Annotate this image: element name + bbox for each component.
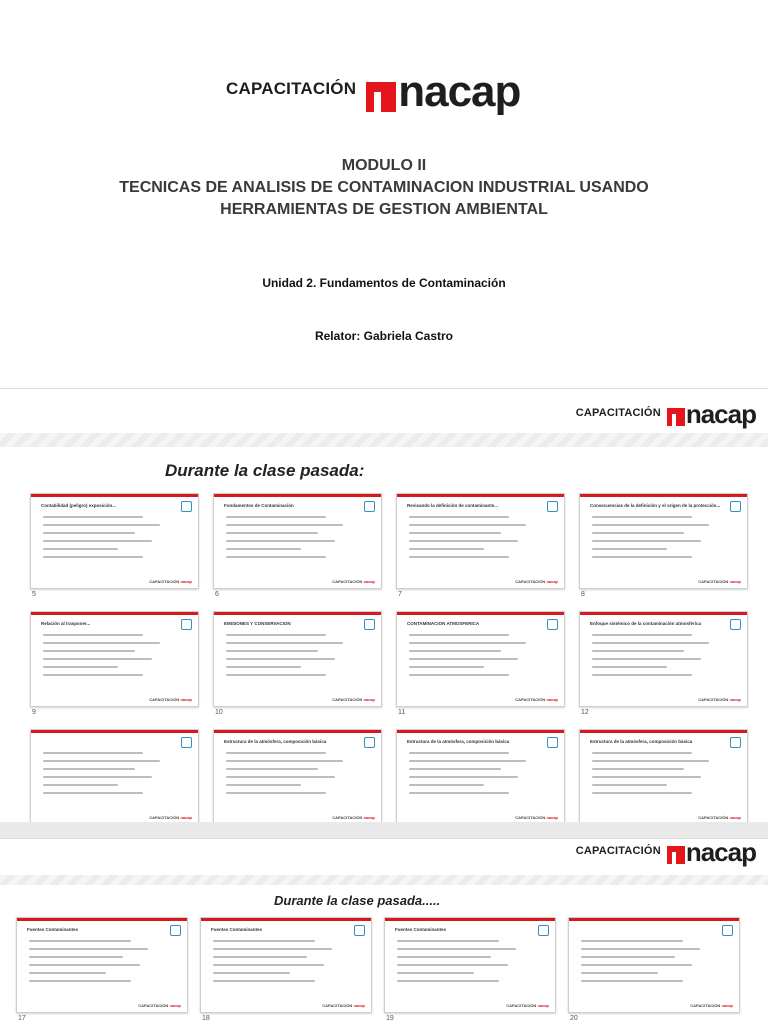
thumbnail-badge-icon — [722, 925, 733, 936]
slide-thumbnail[interactable] — [384, 917, 556, 1022]
thumbnail-text-line — [581, 948, 700, 950]
thumbnail-top-bar — [214, 730, 381, 733]
thumbnail-frame — [213, 729, 382, 825]
thumbnail-badge-icon — [354, 925, 365, 936]
thumbnail-text-line — [409, 634, 509, 636]
thumbnail-badge-icon — [730, 501, 741, 512]
thumbnail-text-line — [409, 532, 501, 534]
thumbnail-text-line — [213, 972, 290, 974]
thumbnail-text-line — [43, 642, 160, 644]
thumbnail-text-line — [409, 776, 518, 778]
slide-number: 9 — [32, 709, 36, 716]
thumbnail-text-line — [213, 940, 315, 942]
thumbnail-badge-icon — [538, 925, 549, 936]
logo-capacitacion-text: CAPACITACIÓN — [575, 407, 661, 419]
thumbnail-frame — [579, 611, 748, 707]
thumbnail-footer-logo — [698, 697, 741, 702]
inacap-mark-icon — [667, 408, 685, 426]
slide-number: 18 — [202, 1015, 210, 1022]
thumbnail-text-line — [409, 784, 484, 786]
title-slide — [0, 0, 768, 388]
thumbnail-footer-brand: nacap — [363, 579, 375, 584]
thumbnail-footer-logo — [138, 1003, 181, 1008]
recap-slide-2 — [0, 838, 768, 1024]
thumbnail-text-line — [226, 752, 326, 754]
thumbnail-text-line — [226, 666, 301, 668]
thumbnail-top-bar — [214, 494, 381, 497]
thumbnail-title: Fuentes Contaminantes — [27, 927, 79, 932]
thumbnail-frame — [396, 493, 565, 589]
thumbnail-title: Revisando la definición de contaminante... — [407, 503, 499, 508]
decorative-stripe — [0, 875, 768, 885]
thumbnail-text-line — [29, 956, 123, 958]
thumbnail-text-line — [226, 784, 301, 786]
thumbnail-text-line — [592, 532, 684, 534]
slide-number: 20 — [570, 1015, 578, 1022]
slide-number: 17 — [18, 1015, 26, 1022]
thumbnail-text-line — [592, 650, 684, 652]
thumbnail-text-line — [409, 658, 518, 660]
slide-thumbnail[interactable] — [396, 611, 565, 716]
thumbnail-text-line — [409, 674, 509, 676]
slide-thumbnail[interactable] — [213, 493, 382, 598]
slide-thumbnail[interactable] — [213, 729, 382, 825]
slide-number: 19 — [386, 1015, 394, 1022]
thumbnail-badge-icon — [170, 925, 181, 936]
decorative-stripe — [0, 433, 768, 447]
module-title-line2: TECNICAS DE ANALISIS DE CONTAMINACION INDUSTRIAL USANDO — [119, 179, 649, 196]
thumbnail-badge-icon — [181, 619, 192, 630]
thumbnail-text-line — [29, 940, 131, 942]
thumbnail-title: Contabilidad (peligro) exposición... — [41, 503, 117, 508]
unit-title: Unidad 2. Fundamentos de Contaminación — [262, 276, 506, 290]
thumbnail-title: Consecuencias de la definición y el origen de la protección... — [590, 503, 721, 508]
thumbnail-frame — [16, 917, 188, 1013]
thumbnail-footer-cap: CAPACITACIÓN — [149, 815, 180, 820]
thumbnail-title: Estructura de la atmósfera, composición básica — [224, 739, 327, 744]
thumbnail-frame — [396, 729, 565, 825]
thumbnail-badge-icon — [364, 737, 375, 748]
thumbnail-text-line — [409, 752, 509, 754]
thumbnail-footer-brand: nacap — [537, 1003, 549, 1008]
slide-number: 6 — [215, 591, 219, 598]
thumbnail-title: Fuentes Contaminantes — [211, 927, 263, 932]
thumbnail-text-line — [397, 948, 516, 950]
thumbnail-text-line — [226, 674, 326, 676]
thumbnail-footer-logo — [698, 579, 741, 584]
thumbnail-footer-brand: nacap — [729, 579, 741, 584]
thumbnail-footer-brand: nacap — [353, 1003, 365, 1008]
thumbnail-footer-cap: CAPACITACIÓN — [149, 579, 180, 584]
thumbnail-top-bar — [31, 494, 198, 497]
slide-thumbnail[interactable] — [30, 729, 199, 825]
thumbnail-text-line — [592, 516, 692, 518]
thumbnail-footer-logo — [506, 1003, 549, 1008]
thumbnail-footer-logo — [515, 579, 558, 584]
thumbnail-footer-logo — [515, 697, 558, 702]
thumbnail-footer-cap: CAPACITACIÓN — [332, 815, 363, 820]
thumbnail-text-line — [213, 964, 324, 966]
thumbnail-text-line — [43, 524, 160, 526]
thumbnail-frame — [579, 493, 748, 589]
thumbnail-text-line — [592, 634, 692, 636]
thumbnail-footer-brand: nacap — [546, 815, 558, 820]
thumbnail-footer-cap: CAPACITACIÓN — [332, 579, 363, 584]
logo-capacitacion-text: CAPACITACIÓN — [226, 79, 357, 98]
thumbnail-text-line — [409, 650, 501, 652]
thumbnail-text-line — [592, 674, 692, 676]
thumbnail-text-line — [226, 548, 301, 550]
thumbnail-frame — [30, 493, 199, 589]
thumbnail-text-line — [43, 666, 118, 668]
thumbnail-text-line — [43, 784, 118, 786]
thumbnail-badge-icon — [181, 501, 192, 512]
thumbnail-text-line — [592, 752, 692, 754]
thumbnail-text-line — [43, 760, 160, 762]
slide-thumbnail[interactable] — [579, 729, 748, 825]
inacap-logo — [576, 401, 756, 427]
thumbnail-footer-cap: CAPACITACIÓN — [332, 697, 363, 702]
thumbnail-footer-cap: CAPACITACIÓN — [515, 815, 546, 820]
thumbnail-text-line — [592, 556, 692, 558]
thumbnail-text-line — [592, 760, 709, 762]
thumbnail-title: CONTAMINACION ATMOSFERICA — [407, 621, 480, 626]
thumbnail-title: Fuentes Contaminantes — [395, 927, 447, 932]
thumbnail-frame — [200, 917, 372, 1013]
thumbnail-text-line — [592, 768, 684, 770]
thumbnail-title: Estructura de la atmósfera, composición básica — [407, 739, 510, 744]
slide-number: 8 — [581, 591, 585, 598]
thumbnail-footer-cap: CAPACITACIÓN — [149, 697, 180, 702]
thumbnail-footer-brand: nacap — [546, 579, 558, 584]
thumbnail-top-bar — [31, 730, 198, 733]
thumbnail-frame — [30, 611, 199, 707]
slide-number: 11 — [398, 709, 406, 716]
thumbnail-grid — [16, 917, 768, 1022]
slide-thumbnail[interactable] — [200, 917, 372, 1022]
logo-brand-text: nacap — [685, 399, 756, 429]
thumbnail-text-line — [226, 516, 326, 518]
thumbnail-badge-icon — [364, 501, 375, 512]
thumbnail-text-line — [226, 768, 318, 770]
thumbnail-title: Relación al trasponer... — [41, 621, 91, 626]
slide-thumbnail[interactable] — [16, 917, 188, 1022]
inacap-mark-icon — [366, 82, 396, 112]
thumbnail-badge-icon — [547, 501, 558, 512]
inacap-logo — [576, 839, 756, 865]
thumbnail-footer-logo — [149, 579, 192, 584]
thumbnail-top-bar — [580, 612, 747, 615]
thumbnail-text-line — [409, 516, 509, 518]
thumbnail-text-line — [43, 776, 152, 778]
thumbnail-text-line — [43, 792, 143, 794]
thumbnail-text-line — [592, 658, 701, 660]
thumbnail-footer-cap: CAPACITACIÓN — [138, 1003, 169, 1008]
thumbnail-top-bar — [580, 494, 747, 497]
thumbnail-top-bar — [214, 612, 381, 615]
thumbnail-text-line — [29, 980, 131, 982]
slide-thumbnail[interactable] — [396, 493, 565, 598]
thumbnail-footer-logo — [149, 815, 192, 820]
slide-thumbnail[interactable] — [213, 611, 382, 716]
slide-number: 12 — [581, 709, 589, 716]
thumbnail-footer-cap: CAPACITACIÓN — [515, 697, 546, 702]
thumbnail-footer-brand: nacap — [169, 1003, 181, 1008]
recap-title: Durante la clase pasada..... — [274, 893, 441, 908]
thumbnail-text-line — [43, 516, 143, 518]
thumbnail-text-line — [592, 548, 667, 550]
thumbnail-top-bar — [31, 612, 198, 615]
recap-slide-1 — [0, 388, 768, 822]
logo-brand-text: nacap — [685, 837, 756, 867]
thumbnail-text-line — [213, 980, 315, 982]
thumbnail-text-line — [213, 956, 307, 958]
thumbnail-text-line — [226, 540, 335, 542]
thumbnail-text-line — [226, 634, 326, 636]
thumbnail-footer-cap: CAPACITACIÓN — [506, 1003, 537, 1008]
thumbnail-text-line — [409, 524, 526, 526]
thumbnail-footer-brand: nacap — [180, 697, 192, 702]
slide-thumbnail[interactable] — [579, 493, 748, 598]
thumbnail-text-line — [409, 548, 484, 550]
recap-title: Durante la clase pasada: — [165, 461, 365, 480]
thumbnail-text-line — [397, 980, 499, 982]
thumbnail-badge-icon — [547, 737, 558, 748]
thumbnail-footer-logo — [332, 815, 375, 820]
slide-thumbnail[interactable] — [30, 493, 199, 598]
thumbnail-frame — [384, 917, 556, 1013]
thumbnail-top-bar — [397, 730, 564, 733]
thumbnail-badge-icon — [547, 619, 558, 630]
thumbnail-footer-brand: nacap — [729, 815, 741, 820]
thumbnail-title: Fundamentos de Contaminación — [224, 503, 294, 508]
slide-thumbnail[interactable] — [30, 611, 199, 716]
thumbnail-text-line — [592, 524, 709, 526]
thumbnail-text-line — [29, 972, 106, 974]
slide-number: 5 — [32, 591, 36, 598]
thumbnail-frame — [579, 729, 748, 825]
thumbnail-top-bar — [17, 918, 187, 921]
thumbnail-top-bar — [569, 918, 739, 921]
thumbnail-text-line — [409, 642, 526, 644]
thumbnail-text-line — [592, 666, 667, 668]
thumbnail-footer-brand: nacap — [180, 579, 192, 584]
thumbnail-footer-cap: CAPACITACIÓN — [515, 579, 546, 584]
logo-brand-text: nacap — [398, 67, 521, 116]
thumbnail-text-line — [581, 940, 683, 942]
thumbnail-footer-brand: nacap — [729, 697, 741, 702]
thumbnail-grid — [30, 493, 756, 825]
thumbnail-text-line — [43, 532, 135, 534]
thumbnail-badge-icon — [730, 737, 741, 748]
module-title-line1: MODULO II — [341, 157, 427, 174]
thumbnail-text-line — [226, 776, 335, 778]
thumbnail-footer-logo — [515, 815, 558, 820]
thumbnail-badge-icon — [730, 619, 741, 630]
inacap-mark-icon — [667, 846, 685, 864]
thumbnail-footer-logo — [322, 1003, 365, 1008]
thumbnail-frame — [396, 611, 565, 707]
slide-gap — [0, 822, 768, 838]
thumbnail-title: Estructura de la atmósfera, composición básica — [590, 739, 693, 744]
thumbnail-text-line — [226, 556, 326, 558]
thumbnail-footer-logo — [332, 579, 375, 584]
thumbnail-text-line — [409, 760, 526, 762]
slide-thumbnail[interactable] — [579, 611, 748, 716]
thumbnail-frame — [213, 611, 382, 707]
thumbnail-top-bar — [397, 494, 564, 497]
thumbnail-text-line — [409, 666, 484, 668]
thumbnail-text-line — [29, 964, 140, 966]
module-title-line3: HERRAMIENTAS DE GESTION AMBIENTAL — [220, 201, 548, 218]
thumbnail-text-line — [581, 964, 692, 966]
thumbnail-text-line — [409, 792, 509, 794]
thumbnail-text-line — [592, 540, 701, 542]
thumbnail-footer-brand: nacap — [363, 815, 375, 820]
thumbnail-text-line — [592, 642, 709, 644]
thumbnail-title: EMISIONES Y CONSERVACION — [224, 621, 291, 626]
thumbnail-text-line — [226, 760, 343, 762]
thumbnail-badge-icon — [181, 737, 192, 748]
thumbnail-text-line — [581, 972, 658, 974]
thumbnail-text-line — [43, 658, 152, 660]
thumbnail-text-line — [592, 784, 667, 786]
logo-capacitacion-text: CAPACITACIÓN — [575, 845, 661, 857]
thumbnail-footer-brand: nacap — [721, 1003, 733, 1008]
thumbnail-text-line — [226, 650, 318, 652]
slide-number: 7 — [398, 591, 402, 598]
thumbnail-footer-brand: nacap — [180, 815, 192, 820]
thumbnail-top-bar — [385, 918, 555, 921]
thumbnail-footer-cap: CAPACITACIÓN — [698, 697, 729, 702]
thumbnail-text-line — [43, 634, 143, 636]
thumbnail-text-line — [226, 642, 343, 644]
thumbnail-footer-logo — [332, 697, 375, 702]
thumbnail-text-line — [43, 674, 143, 676]
thumbnail-footer-cap: CAPACITACIÓN — [322, 1003, 353, 1008]
thumbnail-text-line — [226, 792, 326, 794]
thumbnail-text-line — [581, 980, 683, 982]
thumbnail-text-line — [29, 948, 148, 950]
thumbnail-footer-logo — [698, 815, 741, 820]
thumbnail-text-line — [43, 548, 118, 550]
thumbnail-text-line — [43, 768, 135, 770]
thumbnail-frame — [568, 917, 740, 1013]
thumbnail-top-bar — [397, 612, 564, 615]
thumbnail-text-line — [226, 658, 335, 660]
thumbnail-footer-cap: CAPACITACIÓN — [698, 579, 729, 584]
thumbnail-text-line — [397, 940, 499, 942]
thumbnail-title: Enfoque sistémico de la contaminación atmosférica — [590, 621, 702, 626]
thumbnail-frame — [30, 729, 199, 825]
thumbnail-text-line — [409, 556, 509, 558]
thumbnail-footer-cap: CAPACITACIÓN — [690, 1003, 721, 1008]
thumbnail-text-line — [409, 768, 501, 770]
thumbnail-text-line — [397, 972, 474, 974]
thumbnail-text-line — [43, 556, 143, 558]
slide-thumbnail[interactable] — [568, 917, 740, 1022]
thumbnail-footer-cap: CAPACITACIÓN — [698, 815, 729, 820]
thumbnail-badge-icon — [364, 619, 375, 630]
thumbnail-text-line — [581, 956, 675, 958]
thumbnail-text-line — [226, 524, 343, 526]
thumbnail-footer-logo — [149, 697, 192, 702]
thumbnail-text-line — [397, 964, 508, 966]
thumbnail-text-line — [43, 540, 152, 542]
thumbnail-text-line — [43, 752, 143, 754]
thumbnail-footer-brand: nacap — [546, 697, 558, 702]
thumbnail-top-bar — [580, 730, 747, 733]
thumbnail-top-bar — [201, 918, 371, 921]
module-title — [0, 155, 768, 221]
slide-number: 10 — [215, 709, 223, 716]
thumbnail-text-line — [409, 540, 518, 542]
thumbnail-text-line — [213, 948, 332, 950]
speaker-name: Relator: Gabriela Castro — [314, 329, 454, 343]
thumbnail-frame — [213, 493, 382, 589]
thumbnail-text-line — [397, 956, 491, 958]
thumbnail-footer-logo — [690, 1003, 733, 1008]
thumbnail-text-line — [592, 776, 701, 778]
slide-thumbnail[interactable] — [396, 729, 565, 825]
thumbnail-text-line — [592, 792, 692, 794]
thumbnail-footer-brand: nacap — [363, 697, 375, 702]
thumbnail-text-line — [226, 532, 318, 534]
thumbnail-text-line — [43, 650, 135, 652]
inacap-logo — [226, 67, 521, 116]
